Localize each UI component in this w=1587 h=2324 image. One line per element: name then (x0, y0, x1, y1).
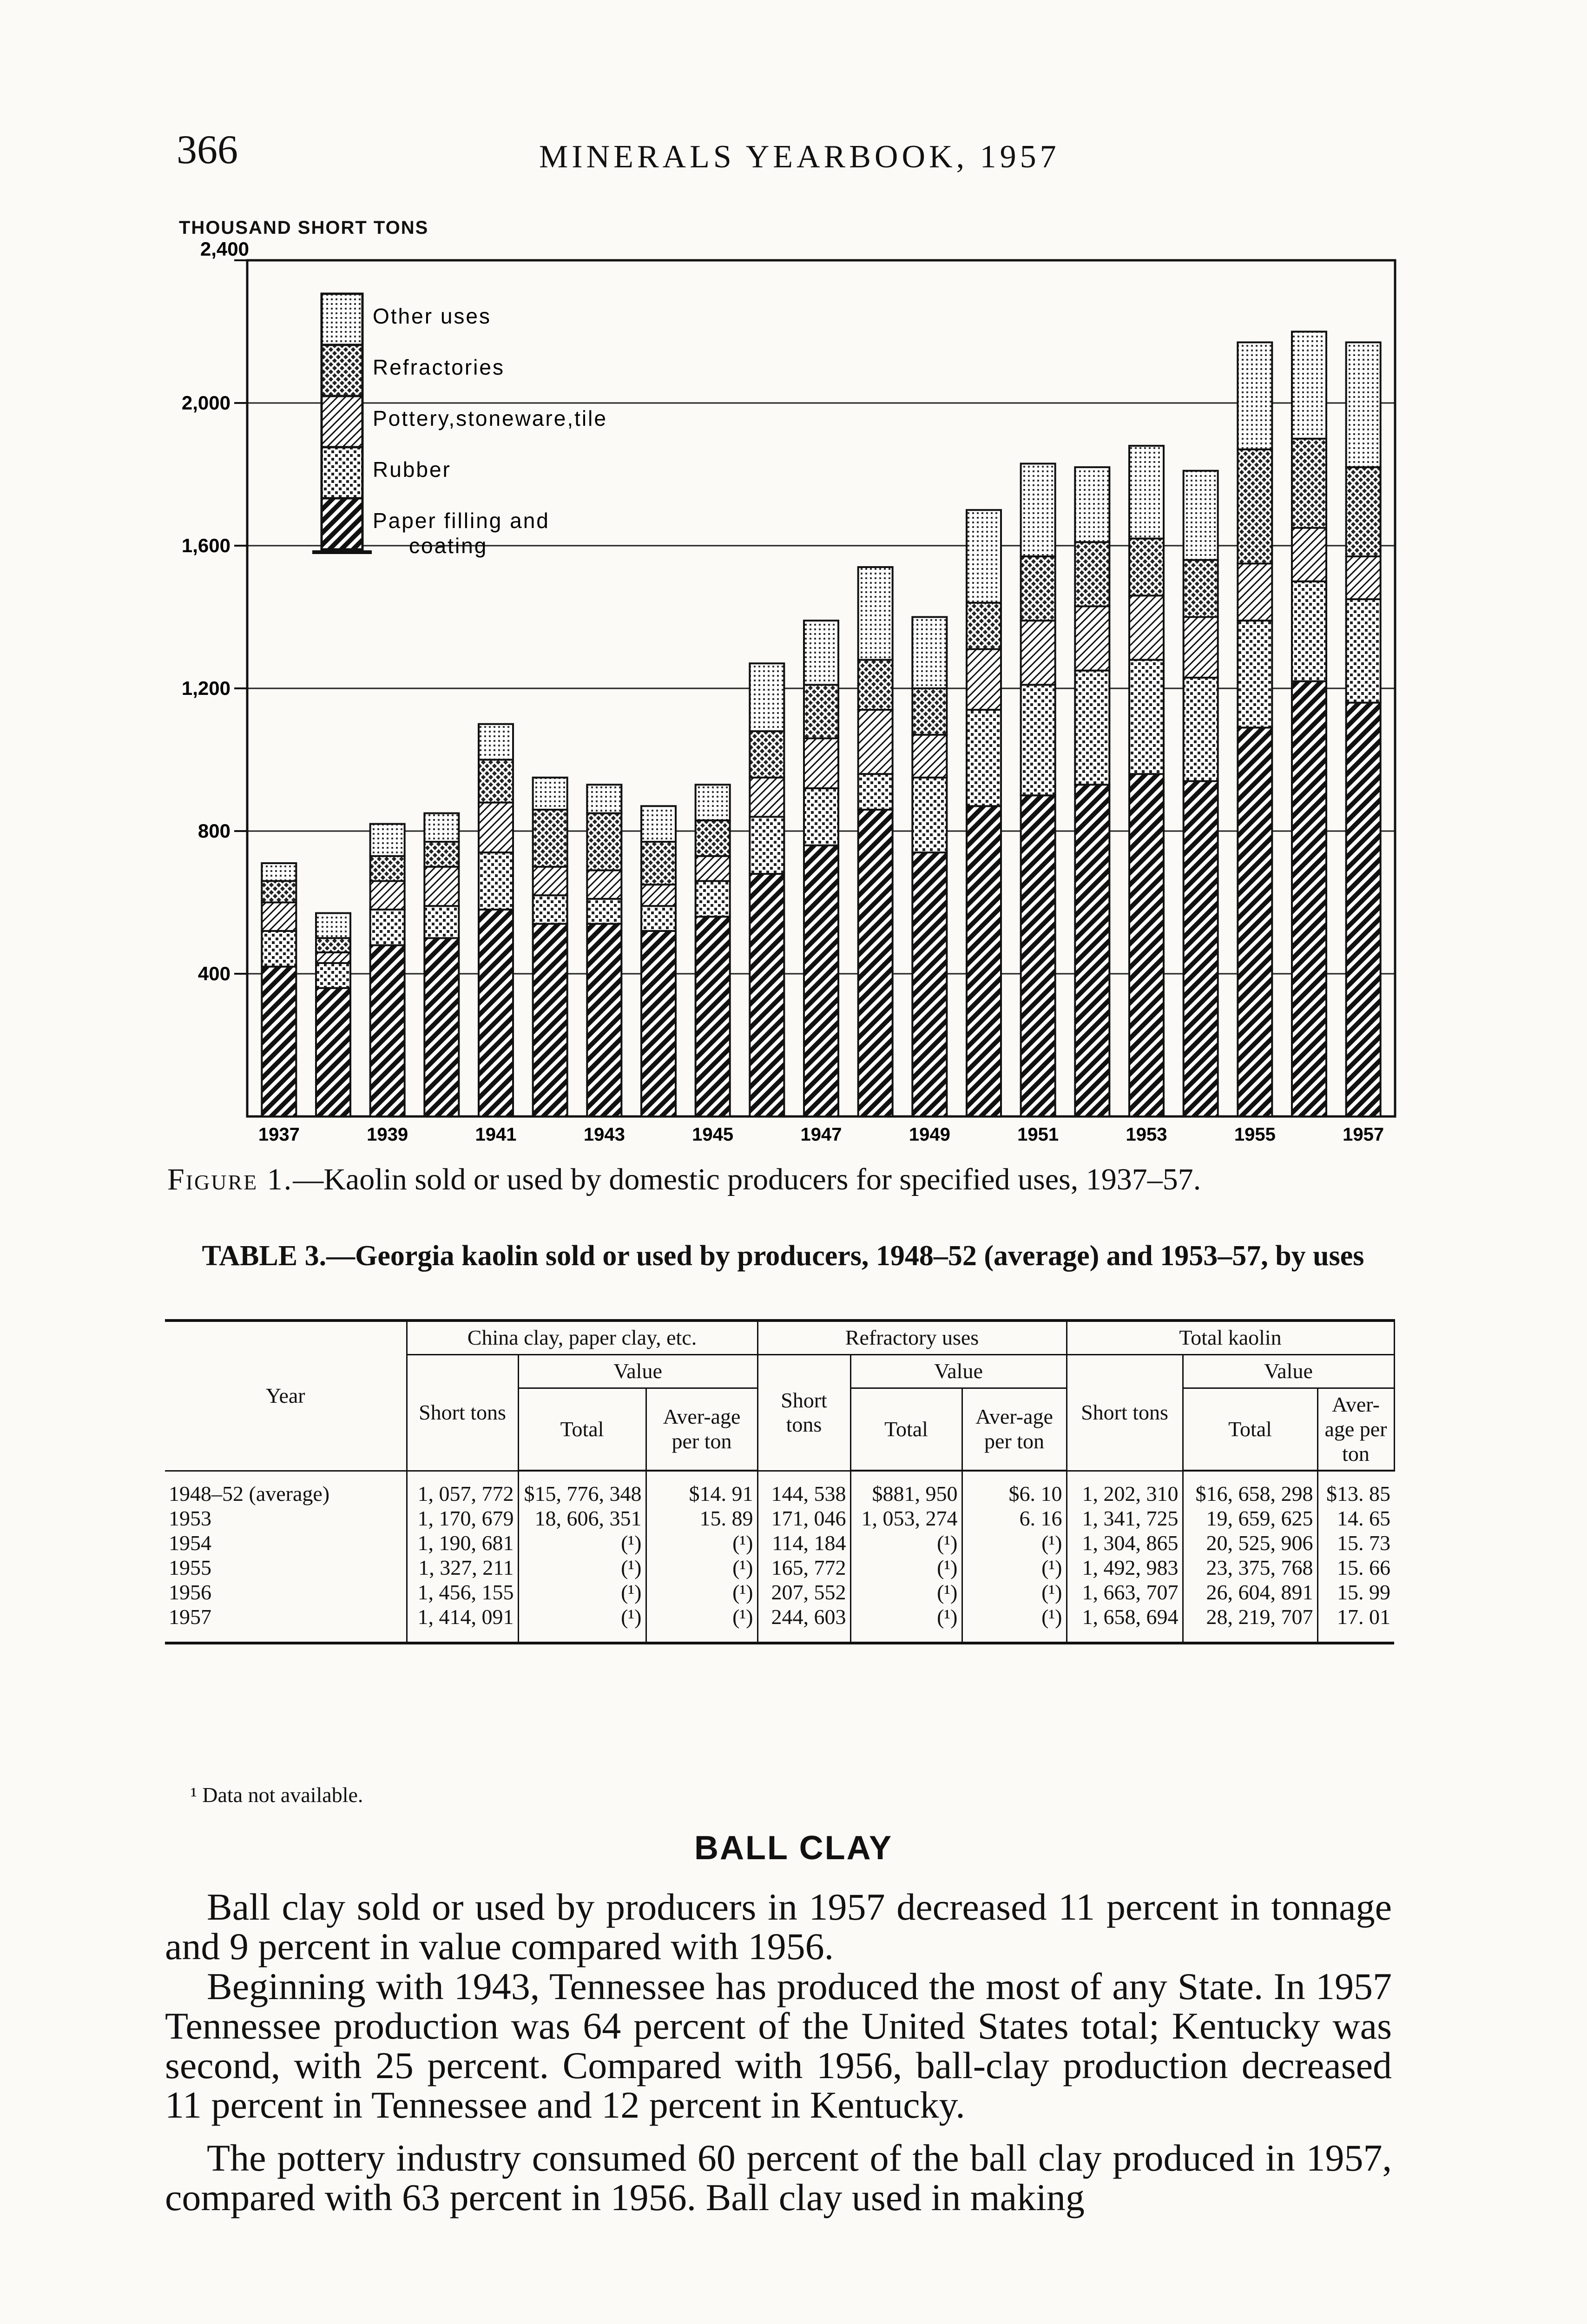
bar-segment (1021, 685, 1055, 795)
figure-caption (167, 1162, 1201, 1197)
bar-segment (1184, 678, 1218, 781)
bar-segment (1184, 471, 1218, 560)
bar-segment (1021, 795, 1055, 1116)
bar-segment (370, 945, 405, 1116)
bar-segment (479, 803, 513, 852)
x-tick-label: 1945 (692, 1124, 734, 1145)
col-header-total: Total (850, 1388, 962, 1471)
bar-segment (696, 856, 730, 881)
cell: (¹) (850, 1580, 962, 1605)
bar-segment (1238, 563, 1272, 621)
bar-segment (912, 778, 947, 852)
cell-year: 1955 (169, 1556, 211, 1580)
bar-segment (479, 724, 513, 760)
bar-segment (1292, 332, 1326, 439)
cell: (¹) (962, 1580, 1067, 1605)
cell: $881, 950 (850, 1471, 962, 1506)
bar-segment (858, 710, 893, 774)
bar-segment (1346, 467, 1381, 556)
bar-segment (316, 963, 350, 988)
table-footnote: ¹ Data not available. (191, 1783, 363, 1807)
cell: 1, 202, 310 (1067, 1471, 1183, 1506)
cell: $6. 10 (962, 1471, 1067, 1506)
cell: $16, 658, 298 (1183, 1471, 1317, 1506)
cell: (¹) (962, 1556, 1067, 1580)
y-tick-label: 1,600 (181, 535, 230, 556)
bar-segment (587, 813, 621, 871)
running-title: MINERALS YEARBOOK, 1957 (539, 139, 1060, 175)
col-header-refractory: Refractory uses (757, 1320, 1067, 1354)
cell: (¹) (646, 1580, 757, 1605)
legend-swatch (322, 447, 362, 498)
cell: (¹) (850, 1556, 962, 1580)
cell: 17. 01 (1317, 1605, 1394, 1643)
x-tick-label: 1941 (475, 1124, 517, 1145)
bar-segment (1129, 539, 1164, 596)
cell: 207, 552 (757, 1580, 850, 1605)
bar-segment (424, 938, 459, 1116)
bar-segment (424, 906, 459, 938)
col-header-average: Aver-age per ton (962, 1388, 1067, 1471)
bar-segment (641, 806, 676, 842)
bar-stack-1948 (858, 567, 893, 1116)
bar-segment (750, 817, 784, 874)
x-axis-ticks (258, 1124, 1384, 1145)
bar-segment (1075, 785, 1109, 1116)
bar-segment (533, 810, 567, 867)
bar-stack-1943 (587, 785, 621, 1116)
cell: $15, 776, 348 (518, 1471, 646, 1506)
cell: 1, 327, 211 (407, 1556, 518, 1580)
cell: 15. 66 (1317, 1556, 1394, 1580)
bar-segment (1238, 449, 1272, 564)
bar-segment (370, 881, 405, 909)
x-tick-label: 1949 (909, 1124, 950, 1145)
bar-segment (1129, 595, 1164, 660)
cell: (¹) (646, 1605, 757, 1643)
paragraph: Ball clay sold or used by producers in 1957 decreased 11 percent in tonnage and 9 percent in value compared with 1956. (165, 1886, 1392, 1968)
bar-segment (1346, 599, 1381, 703)
table-row (165, 1605, 1394, 1643)
y-axis-unit-label: THOUSAND SHORT TONS (179, 218, 429, 238)
cell-year: 1954 (169, 1531, 211, 1555)
bar-stack-1947 (804, 621, 838, 1116)
table-row (165, 1531, 1394, 1556)
bar-segment (1346, 556, 1381, 599)
bar-segment (587, 924, 621, 1116)
cell: 171, 046 (757, 1506, 850, 1531)
legend-swatch (322, 498, 362, 549)
table-row (165, 1580, 1394, 1605)
bar-stack-1939 (370, 824, 405, 1116)
bar-segment (424, 813, 459, 842)
figure-caption-text: —Kaolin sold or used by domestic producers for specified uses, 1937–57. (293, 1162, 1201, 1196)
page-number: 366 (177, 127, 238, 172)
col-header-value: Value (1183, 1354, 1394, 1388)
col-header-average: Aver-age per ton (1317, 1388, 1394, 1471)
table-row (165, 1556, 1394, 1580)
bar-segment (641, 885, 676, 906)
cell: $14. 91 (646, 1471, 757, 1506)
y-tick-label: 400 (198, 963, 230, 984)
cell: 1, 057, 772 (407, 1471, 518, 1506)
cell-year: 1956 (169, 1580, 211, 1604)
bar-segment (696, 785, 730, 820)
bar-stack-1949 (912, 617, 947, 1117)
bar-segment (1238, 343, 1272, 449)
bar-segment (262, 931, 296, 967)
legend-label: coating (409, 534, 488, 558)
cell: (¹) (518, 1556, 646, 1580)
bar-segment (1021, 556, 1055, 621)
cell: 19, 659, 625 (1183, 1506, 1317, 1531)
bar-segment (804, 685, 838, 738)
bar-segment (912, 735, 947, 778)
bar-segment (1346, 343, 1381, 468)
table-row (165, 1506, 1394, 1531)
table-title: TABLE 3.—Georgia kaolin sold or used by producers, 1948–52 (average) and 1953–57, by uses (202, 1240, 1364, 1272)
table-row (165, 1471, 1394, 1506)
bar-segment (262, 863, 296, 881)
legend-swatch (322, 396, 362, 447)
bar-stack-1955 (1238, 343, 1272, 1116)
bar-segment (1292, 581, 1326, 681)
cell: 1, 658, 694 (1067, 1605, 1183, 1643)
y-tick-label: 1,200 (181, 677, 230, 699)
cell: 23, 375, 768 (1183, 1556, 1317, 1580)
cell: 15. 99 (1317, 1580, 1394, 1605)
cell: 14. 65 (1317, 1506, 1394, 1531)
cell: 1, 492, 983 (1067, 1556, 1183, 1580)
bar-segment (1238, 727, 1272, 1116)
bar-segment (1075, 606, 1109, 670)
col-header-value: Value (850, 1354, 1067, 1388)
bar-stack-1938 (316, 913, 350, 1116)
legend-label: Rubber (373, 457, 451, 482)
cell: 15. 89 (646, 1506, 757, 1531)
bar-segment (967, 603, 1001, 649)
cell: 15. 73 (1317, 1531, 1394, 1556)
bar-stack-1956 (1292, 332, 1326, 1117)
bar-segment (804, 621, 838, 685)
bar-segment (1075, 671, 1109, 785)
bar-stack-1946 (750, 663, 784, 1116)
legend-swatch (322, 294, 362, 345)
bar-segment (316, 913, 350, 938)
x-tick-label: 1943 (583, 1124, 625, 1145)
col-header-total: Total (1183, 1388, 1317, 1471)
bar-segment (479, 910, 513, 1116)
bar-segment (587, 785, 621, 813)
bar-segment (967, 510, 1001, 603)
legend-label: Paper filling and (373, 508, 550, 533)
bar-segment (696, 881, 730, 917)
bar-segment (479, 760, 513, 803)
bar-segment (804, 788, 838, 845)
legend-label: Refractories (373, 355, 505, 379)
cell: 1, 190, 681 (407, 1531, 518, 1556)
section-heading: BALL CLAY (694, 1829, 893, 1867)
legend-label: Pottery,stoneware,tile (373, 406, 607, 430)
bar-segment (587, 899, 621, 924)
cell: $13. 85 (1317, 1471, 1394, 1506)
cell: 114, 184 (757, 1531, 850, 1556)
x-tick-label: 1955 (1234, 1124, 1276, 1145)
cell: 1, 304, 865 (1067, 1531, 1183, 1556)
col-header-short-tons: Short tons (757, 1354, 850, 1471)
georgia-kaolin-table (165, 1319, 1395, 1644)
cell: 1, 663, 707 (1067, 1580, 1183, 1605)
bar-segment (1184, 617, 1218, 678)
cell: 165, 772 (757, 1556, 850, 1580)
bar-segment (858, 567, 893, 660)
legend-label: Other uses (373, 304, 491, 328)
cell: (¹) (518, 1580, 646, 1605)
y-tick-label: 2,400 (200, 238, 249, 260)
x-tick-label: 1953 (1126, 1124, 1167, 1145)
cell: 26, 604, 891 (1183, 1580, 1317, 1605)
bar-segment (967, 806, 1001, 1116)
x-tick-label: 1937 (258, 1124, 300, 1145)
bar-segment (533, 924, 567, 1116)
section-body (165, 1887, 1392, 2217)
cell-year: 1957 (165, 1605, 407, 1643)
col-header-short-tons: Short tons (407, 1354, 518, 1471)
y-tick-label: 2,000 (181, 392, 230, 414)
cell: (¹) (962, 1605, 1067, 1643)
bar-stack-1950 (967, 510, 1001, 1116)
bar-stack-1954 (1184, 471, 1218, 1116)
bar-segment (424, 867, 459, 906)
cell: 1, 053, 274 (850, 1506, 962, 1531)
paragraph: The pottery industry consumed 60 percent of the ball clay produced in 1957, compared with 63 percent in 1956. Ball clay used in making (165, 2136, 1392, 2218)
bar-segment (370, 824, 405, 856)
bar-segment (262, 967, 296, 1116)
col-header-year: Year (165, 1320, 407, 1471)
col-header-short-tons: Short tons (1067, 1354, 1183, 1471)
bar-segment (967, 710, 1001, 806)
bar-segment (1238, 621, 1272, 727)
bar-segment (641, 931, 676, 1116)
paragraph: Beginning with 1943, Tennessee has produced the most of any State. In 1957 Tennessee production was 64 percent of the United States total; Kentucky was second, with 25 percent. Compared with 1956, ball-clay production decreased 11 percent in Tennessee and 12 percent in Kentucky. (165, 1965, 1392, 2126)
bar-segment (533, 778, 567, 810)
cell: (¹) (646, 1556, 757, 1580)
x-tick-label: 1951 (1017, 1124, 1059, 1145)
bar-segment (262, 881, 296, 902)
col-header-china-clay: China clay, paper clay, etc. (407, 1320, 757, 1354)
x-tick-label: 1947 (800, 1124, 842, 1145)
cell: (¹) (518, 1531, 646, 1556)
x-tick-label: 1957 (1343, 1124, 1384, 1145)
cell-year: 1953 (169, 1506, 211, 1531)
bar-stack-1952 (1075, 467, 1109, 1116)
bar-segment (696, 820, 730, 856)
bar-segment (479, 852, 513, 910)
bar-segment (641, 842, 676, 885)
figure-caption-label: Figure 1. (167, 1162, 293, 1196)
x-tick-label: 1939 (367, 1124, 408, 1145)
bar-stack-1942 (533, 778, 567, 1116)
bar-segment (750, 663, 784, 731)
bar-segment (641, 906, 676, 931)
bar-segment (696, 917, 730, 1116)
bar-segment (1075, 467, 1109, 542)
bar-segment (316, 938, 350, 952)
cell-year: 1948–52 (average) (169, 1481, 330, 1505)
legend-swatch (322, 345, 362, 396)
bar-stack-1945 (696, 785, 730, 1116)
cell: 6. 16 (962, 1506, 1067, 1531)
cell: 1, 341, 725 (1067, 1506, 1183, 1531)
bar-segment (533, 895, 567, 924)
bar-segment (858, 810, 893, 1116)
bar-segment (804, 845, 838, 1116)
bar-segment (1075, 542, 1109, 606)
bar-segment (1184, 560, 1218, 617)
bar-segment (1292, 681, 1326, 1116)
bar-segment (750, 731, 784, 778)
bar-stack-1944 (641, 806, 676, 1116)
col-header-value: Value (518, 1354, 757, 1388)
bar-stacks (262, 332, 1380, 1117)
bar-segment (858, 660, 893, 710)
bar-stack-1937 (262, 863, 296, 1116)
bar-stack-1957 (1346, 343, 1381, 1116)
bar-segment (1184, 781, 1218, 1116)
bar-segment (424, 842, 459, 867)
cell: 28, 219, 707 (1183, 1605, 1317, 1643)
bar-segment (750, 778, 784, 817)
bar-stack-1951 (1021, 463, 1055, 1116)
bar-segment (1292, 439, 1326, 528)
cell: 144, 538 (757, 1471, 850, 1506)
bar-segment (1021, 621, 1055, 685)
bar-segment (858, 774, 893, 810)
bar-segment (262, 903, 296, 931)
bar-segment (370, 910, 405, 945)
col-header-average: Aver-age per ton (646, 1388, 757, 1471)
cell: (¹) (850, 1531, 962, 1556)
cell: 1, 170, 679 (407, 1506, 518, 1531)
bar-stack-1953 (1129, 446, 1164, 1116)
legend (312, 294, 607, 558)
bar-segment (1129, 774, 1164, 1116)
cell: 244, 603 (757, 1605, 850, 1643)
bar-segment (912, 688, 947, 735)
bar-stack-1940 (424, 813, 459, 1116)
cell: 20, 525, 906 (1183, 1531, 1317, 1556)
bar-stack-1941 (479, 724, 513, 1116)
cell: (¹) (962, 1531, 1067, 1556)
bar-segment (967, 649, 1001, 710)
bar-segment (912, 617, 947, 689)
bar-segment (533, 867, 567, 895)
cell: 1, 456, 155 (407, 1580, 518, 1605)
cell: (¹) (646, 1531, 757, 1556)
bar-segment (316, 988, 350, 1116)
cell: (¹) (850, 1605, 962, 1643)
bar-segment (1346, 703, 1381, 1116)
bar-segment (804, 738, 838, 788)
cell: (¹) (518, 1605, 646, 1643)
y-axis-ticks (182, 238, 249, 984)
cell: 18, 606, 351 (518, 1506, 646, 1531)
y-tick-label: 800 (198, 820, 230, 842)
bar-segment (1129, 660, 1164, 774)
bar-segment (1021, 463, 1055, 556)
bar-segment (912, 852, 947, 1116)
bar-segment (316, 952, 350, 963)
cell: 1, 414, 091 (407, 1605, 518, 1643)
col-header-total: Total (518, 1388, 646, 1471)
bar-segment (370, 856, 405, 881)
bar-segment (750, 874, 784, 1116)
bar-segment (587, 870, 621, 898)
bar-segment (1292, 528, 1326, 581)
bar-segment (1129, 446, 1164, 539)
col-header-total-kaolin: Total kaolin (1067, 1320, 1394, 1354)
